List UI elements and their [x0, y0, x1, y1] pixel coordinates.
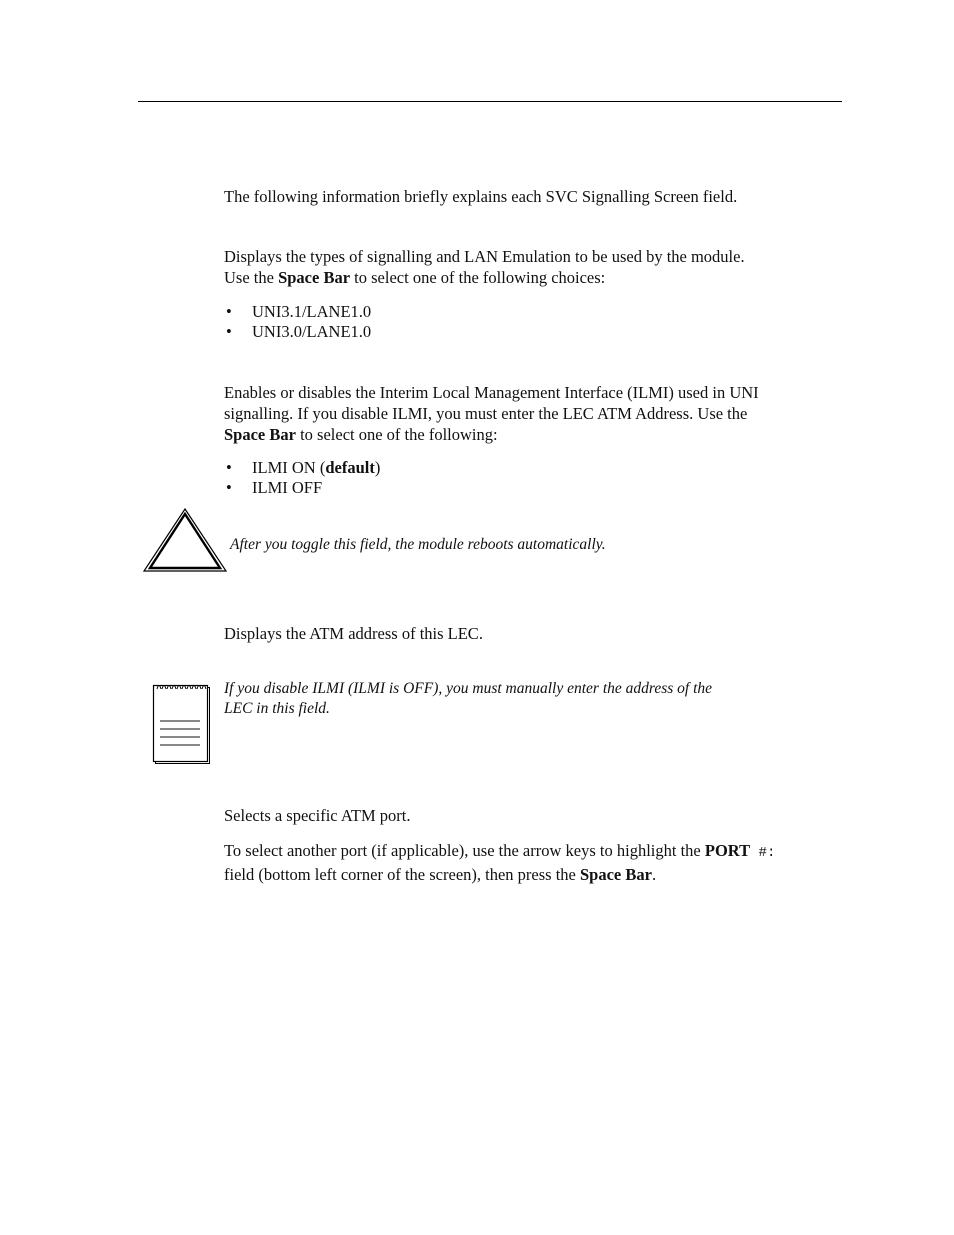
header-rule — [138, 101, 842, 102]
caution-text: After you toggle this field, the module reboots automatically. — [230, 536, 606, 553]
intro-text: The following information briefly explains each SVC Signalling Screen field. — [224, 187, 738, 206]
list-item — [224, 458, 824, 478]
ilmi-option-on: ILMI ON ( — [252, 458, 326, 477]
ilmi-option-on-close: ) — [374, 458, 381, 477]
default-label: default — [325, 458, 375, 477]
signalling-description — [224, 246, 839, 288]
note-line1: If you disable ILMI (ILMI is OFF), you must manually enter the address of the — [224, 680, 713, 697]
signalling-option: UNI3.0/LANE1.0 — [252, 322, 372, 341]
ilmi-options-list — [224, 458, 824, 498]
ilmi-option-off: ILMI OFF — [252, 478, 323, 497]
port-field-hash: #: — [750, 845, 776, 861]
bullet: • — [226, 458, 232, 477]
space-bar-key: Space Bar — [278, 268, 351, 287]
port-instructions — [224, 840, 849, 885]
ilmi-desc-line2: signalling. If you disable ILMI, you must enter the LEC ATM Address. Use the — [224, 404, 748, 423]
caution-triangle-icon — [142, 507, 228, 573]
ilmi-description — [224, 382, 839, 445]
ilmi-desc-line1: Enables or disables the Interim Local Management Interface (ILMI) used in UNI — [224, 383, 759, 402]
notepad-icon — [152, 680, 212, 766]
bullet: • — [226, 302, 232, 321]
ilmi-desc-post: to select one of the following: — [295, 425, 498, 444]
signalling-option: UNI3.1/LANE1.0 — [252, 302, 372, 321]
note-line2: LEC in this field. — [224, 700, 330, 717]
list-item — [224, 478, 824, 498]
signalling-desc-post: to select one of the following choices: — [350, 268, 606, 287]
bullet: • — [226, 478, 232, 497]
list-item — [224, 322, 824, 342]
port-description: Selects a specific ATM port. — [224, 806, 411, 825]
note-text — [224, 679, 712, 719]
signalling-desc-line1: Displays the types of signalling and LAN Emulation to be used by the module. — [224, 247, 745, 266]
port-instr-end: . — [651, 865, 657, 884]
signalling-desc-pre: Use the — [224, 268, 279, 287]
port-instr-line2: field (bottom left corner of the screen), then press the — [224, 865, 580, 884]
list-item — [224, 302, 824, 322]
bullet: • — [226, 322, 232, 341]
space-bar-key: Space Bar — [224, 425, 296, 444]
lec-address-description: Displays the ATM address of this LEC. — [224, 624, 483, 643]
space-bar-key: Space Bar — [580, 865, 652, 884]
port-field-label: PORT — [704, 841, 751, 860]
signalling-options-list — [224, 302, 824, 342]
port-instr-pre: To select another port (if applicable), use the arrow keys to highlight the — [224, 841, 705, 860]
